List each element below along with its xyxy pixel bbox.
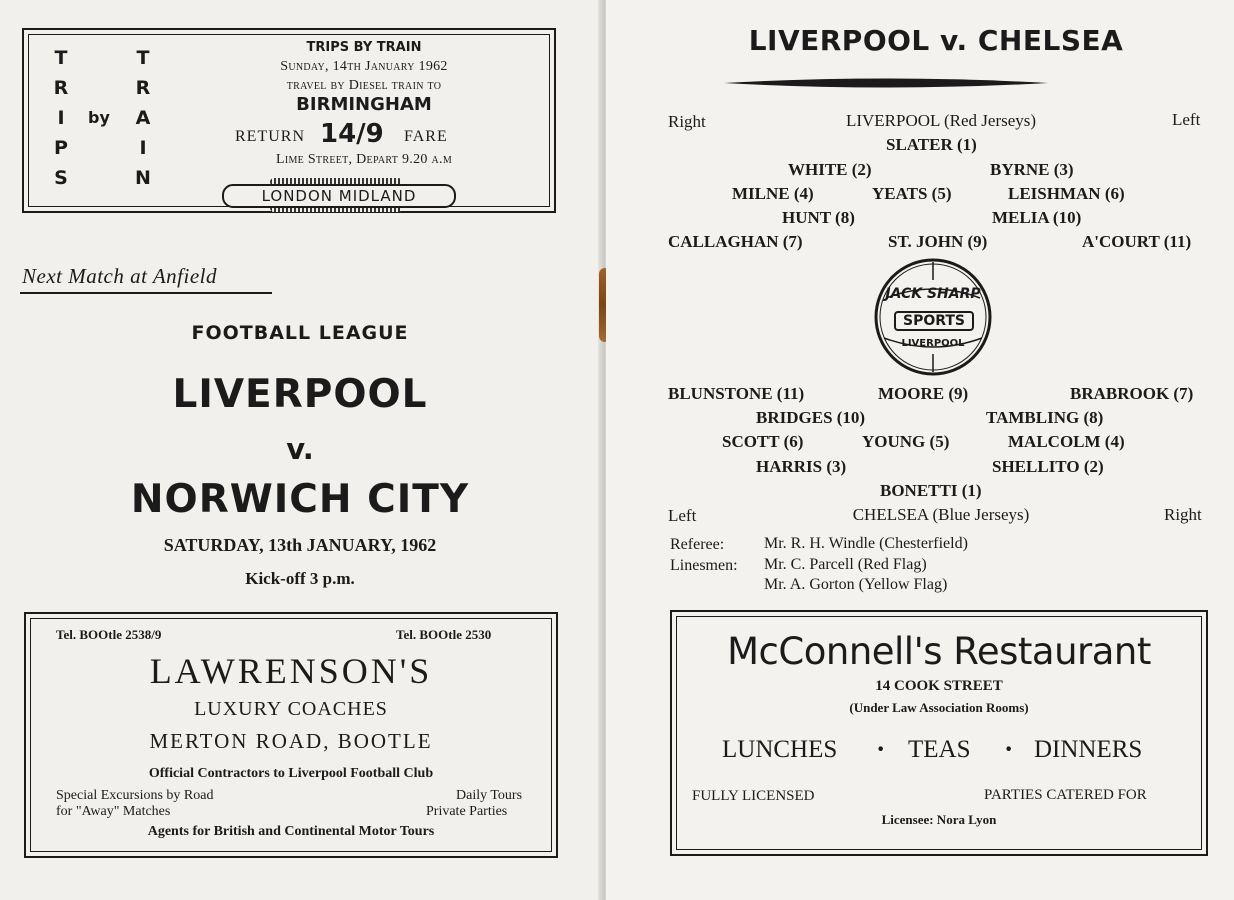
meal-teas: TEAS	[908, 736, 971, 763]
player-tambling: TAMBLING (8)	[986, 408, 1104, 427]
right-page	[606, 0, 1234, 900]
liverpool-team-heading: LIVERPOOL (Red Jerseys)	[845, 111, 1037, 130]
train-vertical-letter: A	[135, 107, 151, 129]
mcconnell-licensed: FULLY LICENSED	[692, 788, 815, 804]
trips-fare: 14/9	[320, 119, 384, 149]
lawrenson-private-parties: Private Parties	[426, 804, 508, 819]
trips-date-line: Sunday, 14th January 1962	[280, 59, 448, 74]
lawrenson-subtitle: LUXURY COACHES	[194, 698, 388, 720]
player-slater: SLATER (1)	[886, 135, 977, 154]
lawrenson-special-line1: Special Excursions by Road	[56, 788, 214, 803]
player-hunt: HUNT (8)	[782, 208, 855, 227]
train-vertical-letter: T	[136, 47, 150, 69]
lawrenson-name: LAWRENSON'S	[149, 651, 433, 691]
player-callaghan: CALLAGHAN (7)	[668, 232, 803, 251]
linesmen-label: Linesmen:	[670, 557, 738, 574]
mcconnell-name: McConnell's Restaurant	[727, 630, 1151, 673]
london-midland-text: LONDON MIDLAND	[222, 184, 456, 208]
next-match-underline	[20, 292, 272, 294]
player-leishman: LEISHMAN (6)	[1008, 184, 1125, 203]
title-swoosh-rule	[724, 76, 1048, 90]
train-vertical-letter: R	[135, 77, 151, 99]
player-young: YOUNG (5)	[862, 432, 950, 451]
meal-lunches: LUNCHES	[722, 736, 838, 763]
trips-fare-label: FARE	[404, 128, 448, 145]
player-harris: HARRIS (3)	[756, 457, 847, 476]
trips-vertical-letter: T	[54, 47, 68, 69]
mcconnell-advert	[670, 610, 1208, 856]
mcconnell-parties: PARTIES CATERED FOR	[984, 787, 1147, 803]
versus: v.	[286, 432, 314, 466]
player-blunstone: BLUNSTONE (11)	[668, 384, 805, 403]
badge-hatch-bottom	[270, 204, 402, 212]
home-team: LIVERPOOL	[172, 372, 428, 417]
lawrenson-advert	[24, 612, 558, 858]
player-white: WHITE (2)	[788, 160, 872, 179]
lawrenson-address: MERTON ROAD, BOOTLE	[149, 729, 433, 753]
mcconnell-licensee: Licensee: Nora Lyon	[881, 812, 997, 827]
player-melia: MELIA (10)	[992, 208, 1082, 227]
player-brabrook: BRABROOK (7)	[1070, 384, 1194, 403]
ball-text-liverpool: LIVERPOOL	[901, 338, 965, 349]
player-acourt: A'COURT (11)	[1082, 232, 1192, 251]
trips-vertical-letter: S	[54, 167, 68, 189]
left-page	[0, 0, 604, 900]
trips-by-train-advert	[22, 28, 556, 213]
player-bridges: BRIDGES (10)	[756, 408, 866, 427]
trips-heading: TRIPS BY TRAIN	[306, 40, 422, 55]
jack-sharp-ball-logo	[874, 258, 992, 376]
lawrenson-agents: Agents for British and Continental Motor Tours	[147, 824, 435, 839]
player-st-john: ST. JOHN (9)	[888, 232, 988, 251]
trips-vertical-letter: R	[53, 77, 69, 99]
london-midland-badge	[222, 178, 456, 212]
kickoff-time: Kick-off 3 p.m.	[245, 569, 355, 588]
chelsea-side-left-label: Left	[668, 506, 697, 525]
referee-name: Mr. R. H. Windle (Chesterfield)	[764, 535, 968, 552]
player-moore: MOORE (9)	[878, 384, 969, 403]
linesman-two: Mr. A. Gorton (Yellow Flag)	[764, 576, 948, 593]
lineup-title: LIVERPOOL v. CHELSEA	[748, 24, 1124, 57]
trips-vertical-letter: P	[54, 137, 68, 159]
lawrenson-special-line2: for "Away" Matches	[56, 804, 171, 819]
lawrenson-contractors: Official Contractors to Liverpool Football Club	[148, 766, 434, 781]
player-milne: MILNE (4)	[732, 184, 814, 203]
liverpool-side-left-label: Left	[1172, 110, 1201, 129]
trips-vertical-letter: I	[57, 107, 65, 129]
linesman-one: Mr. C. Parcell (Red Flag)	[764, 556, 927, 573]
chelsea-side-right-label: Right	[1164, 505, 1202, 524]
player-malcolm: MALCOLM (4)	[1008, 432, 1125, 451]
player-bonetti: BONETTI (1)	[880, 481, 982, 500]
trips-depart-line: Lime Street, Depart 9.20 a.m	[275, 152, 453, 167]
lawrenson-tel-right: Tel. BOOtle 2530	[396, 627, 492, 642]
competition-title: FOOTBALL LEAGUE	[191, 322, 409, 344]
meal-separator-dot: ·	[876, 734, 886, 765]
badge-hatch-top	[270, 178, 402, 186]
player-yeats: YEATS (5)	[872, 184, 952, 203]
next-match-label: Next Match at Anfield	[22, 264, 217, 288]
train-vertical-letter: I	[139, 137, 147, 159]
liverpool-team-label	[756, 111, 1126, 131]
train-vertical-letter: N	[135, 167, 151, 189]
trips-vertical-by: by	[88, 108, 110, 127]
lawrenson-daily-tours: Daily Tours	[456, 788, 523, 803]
meal-separator-dot: ·	[1004, 734, 1014, 765]
trips-travel-line: travel by Diesel train to	[286, 78, 442, 93]
mcconnell-note: (Under Law Association Rooms)	[849, 700, 1029, 715]
meal-dinners: DINNERS	[1034, 736, 1143, 763]
lawrenson-tel-left: Tel. BOOtle 2538/9	[56, 627, 162, 642]
mcconnell-address: 14 COOK STREET	[875, 678, 1003, 694]
match-date: SATURDAY, 13th JANUARY, 1962	[163, 535, 437, 555]
liverpool-side-right-label: Right	[668, 112, 706, 131]
player-shellito: SHELLITO (2)	[992, 457, 1104, 476]
referee-label: Referee:	[670, 536, 725, 553]
player-byrne: BYRNE (3)	[990, 160, 1074, 179]
ball-text-jack-sharp: JACK SHARP	[885, 286, 981, 302]
trips-return-label: RETURN	[235, 128, 305, 145]
ball-text-sports: SPORTS	[894, 311, 974, 331]
away-team: NORWICH CITY	[130, 477, 470, 522]
trips-destination: BIRMINGHAM	[296, 94, 432, 115]
player-scott: SCOTT (6)	[722, 432, 804, 451]
chelsea-team-label: CHELSEA (Blue Jerseys)	[852, 505, 1030, 524]
